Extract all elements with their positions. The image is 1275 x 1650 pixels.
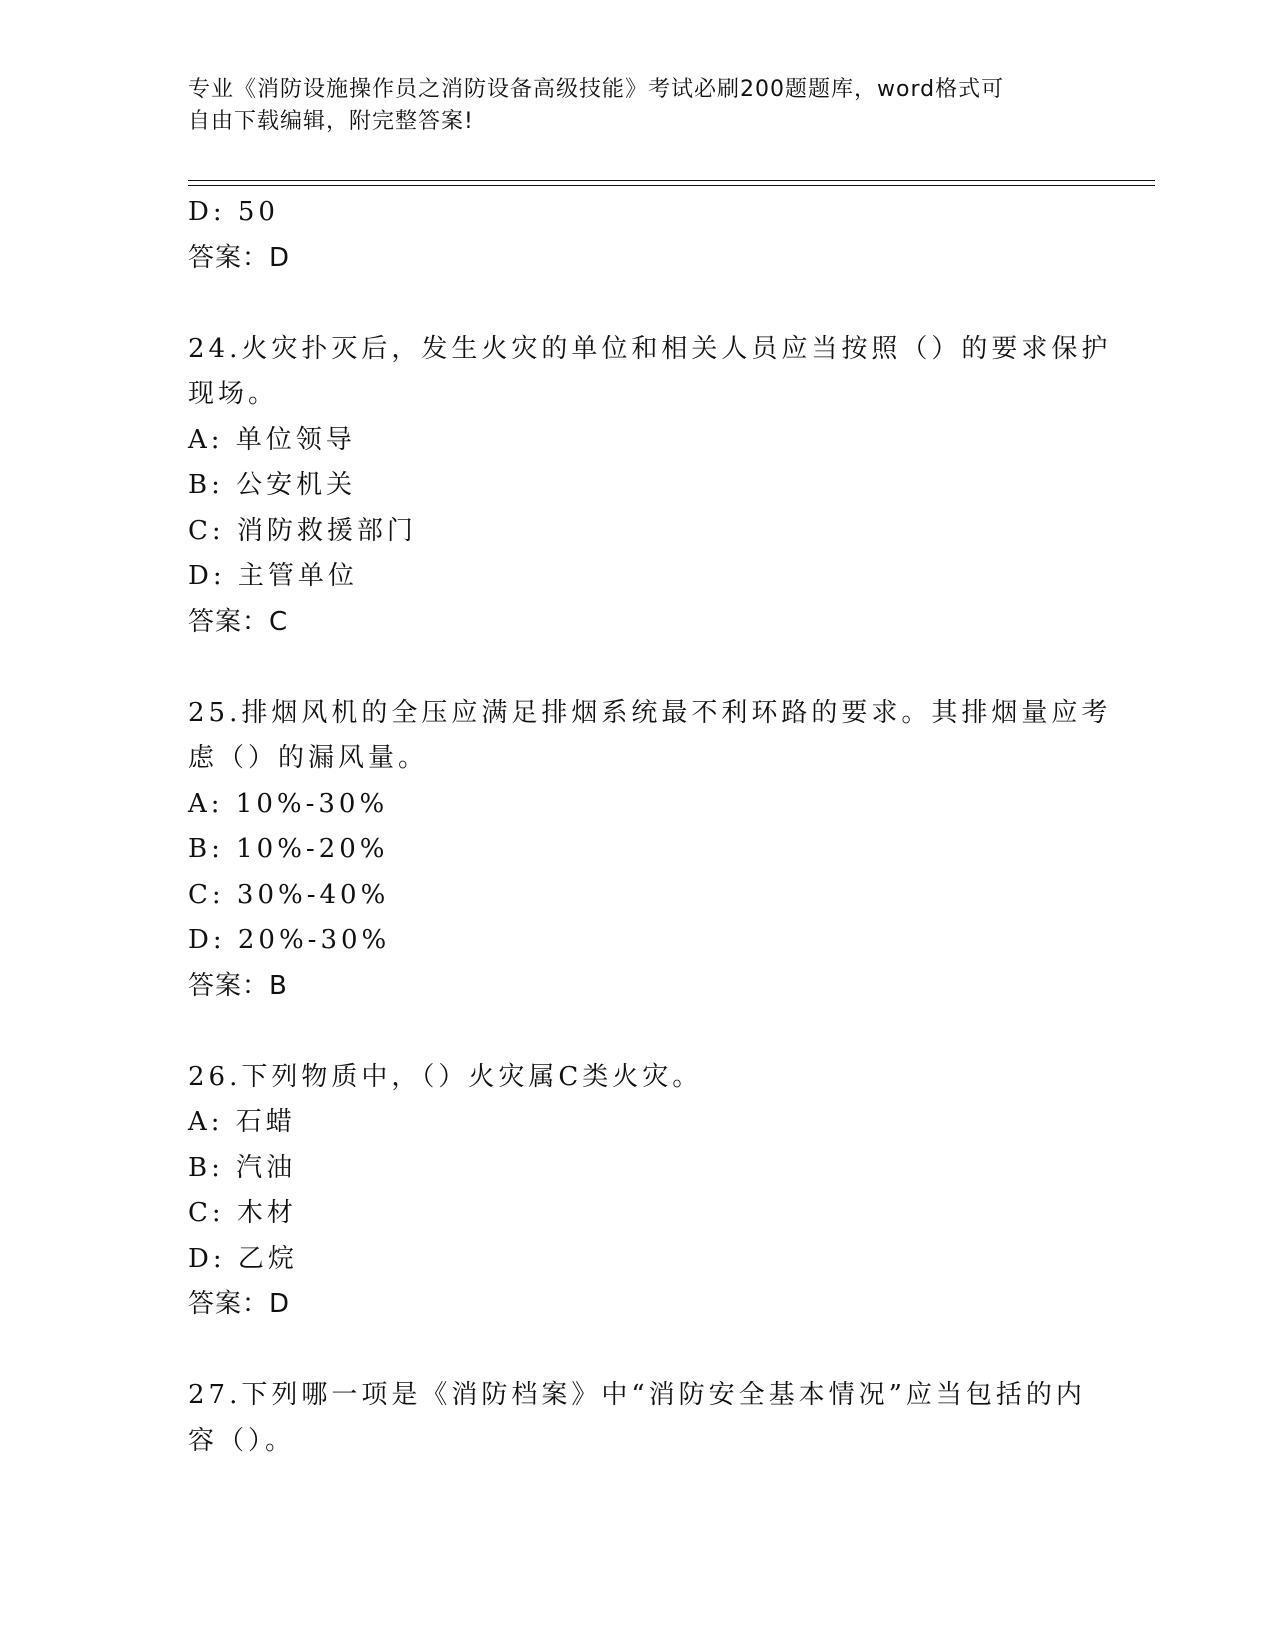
- header-divider-bottom: [188, 185, 1155, 186]
- header-divider-top: [188, 180, 1155, 181]
- header-line-1: 专业《消防设施操作员之消防设备高级技能》考试必刷200题题库，word格式可: [188, 77, 1005, 102]
- answer-line: 答案：C: [188, 606, 289, 637]
- answer-line: 答案：D: [188, 1289, 291, 1319]
- spacer: [188, 645, 1088, 691]
- question-list: [188, 190, 1112, 1464]
- option-a: A: 石蜡: [188, 1107, 296, 1137]
- option-b: B: 公安机关: [188, 470, 357, 500]
- answer-line: 答案：B: [188, 970, 288, 1001]
- spacer: [188, 1328, 1088, 1374]
- header-line-2: 自由下载编辑，附完整答案!: [188, 109, 474, 134]
- option-c: C: 30%-40%: [188, 879, 390, 910]
- question-25: [188, 691, 1112, 1010]
- question-stem: 25.排烟风机的全压应满足排烟系统最不利环路的要求。其排烟量应考: [188, 697, 1112, 728]
- document-header: [188, 74, 1088, 138]
- question-stem: 26.下列物质中，（）火灾属C类火灾。: [188, 1061, 703, 1092]
- spacer: [188, 281, 1088, 327]
- spacer: [188, 1009, 1088, 1055]
- question-stem: 虑（）的漏风量。: [188, 743, 429, 773]
- question-stem: 24.火灾扑灭后，发生火灾的单位和相关人员应当按照（）的要求保护: [188, 333, 1112, 364]
- question-26: [188, 1055, 1088, 1328]
- option-a: A: 单位领导: [188, 424, 356, 455]
- question-stem: 容（）。: [188, 1425, 296, 1456]
- option-d: D: 50: [188, 197, 279, 227]
- question-stem: 27.下列哪一项是《消防档案》中“消防安全基本情况”应当包括的内: [188, 1380, 1086, 1410]
- option-d: D: 20%-30%: [188, 925, 391, 955]
- option-c: C: 木材: [188, 1198, 297, 1228]
- option-d: D: 主管单位: [188, 561, 358, 591]
- question-24: [188, 327, 1112, 646]
- answer-line: 答案：D: [188, 242, 291, 273]
- option-a: A: 10%-30%: [188, 788, 389, 819]
- option-b: B: 10%-20%: [188, 834, 389, 864]
- option-d: D: 乙烷: [188, 1243, 298, 1274]
- question-stem: 现场。: [188, 379, 279, 409]
- option-c: C: 消防救援部门: [188, 515, 417, 546]
- option-b: B: 汽油: [188, 1152, 297, 1183]
- question-27: [188, 1373, 1088, 1464]
